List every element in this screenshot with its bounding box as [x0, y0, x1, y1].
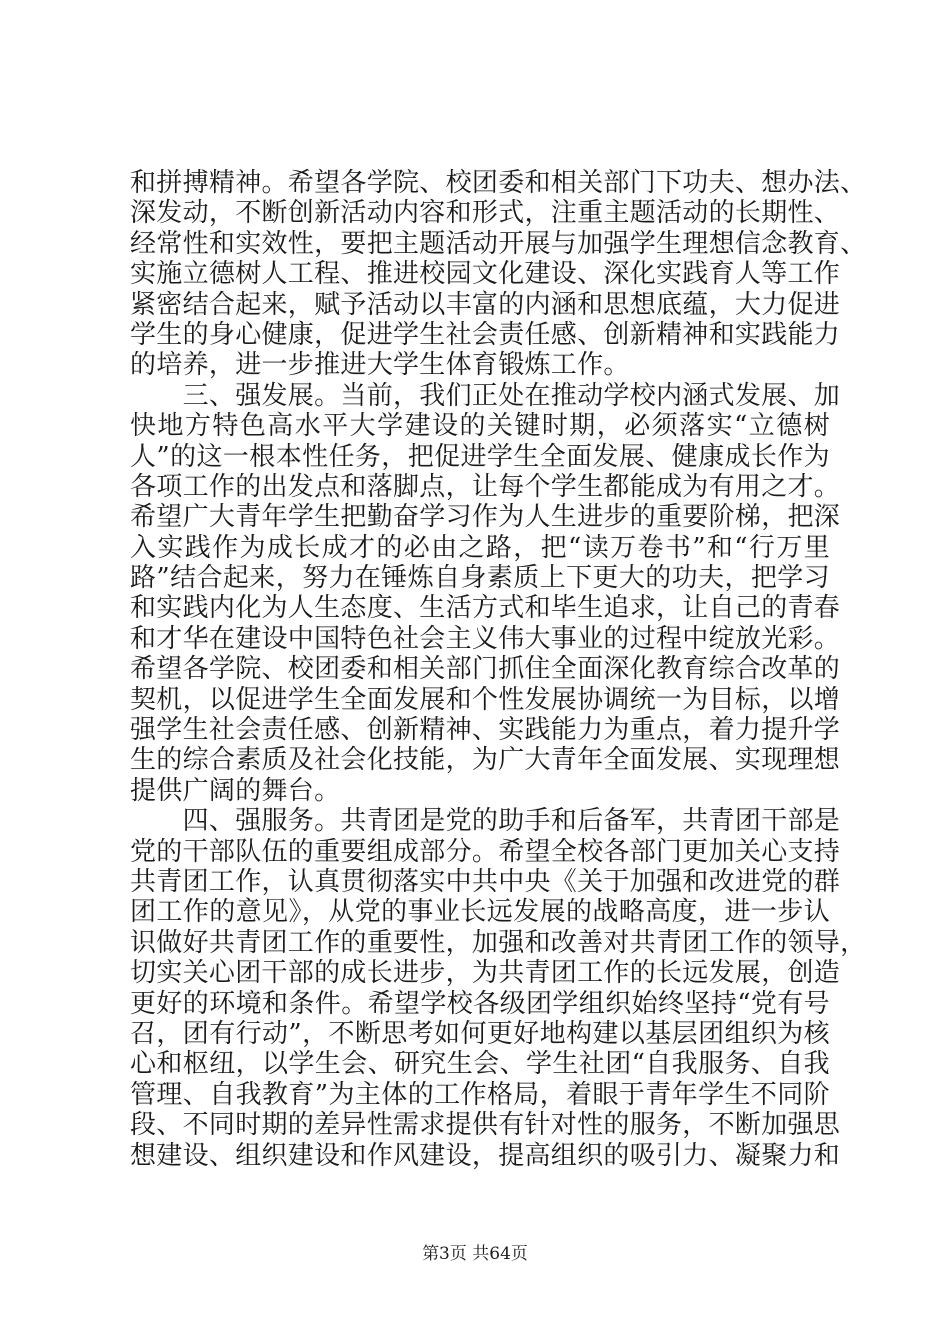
text-line: 提供广阔的舞台。: [130, 775, 341, 806]
text-line: 团工作的意见》，从党的事业长远发展的战略高度，进一步认: [130, 897, 830, 928]
text-line: 希望各学院、校团委和相关部门抓住全面深化教育综合改革的: [130, 654, 841, 685]
text-line: 的培养，进一步推进大学生体育锻炼工作。: [130, 350, 630, 381]
text-line: 和实践内化为人生态度、生活方式和毕生追求，让自己的青春: [130, 593, 841, 624]
text-line: 快地方特色高水平大学建设的关键时期，必须落实“立德树: [130, 411, 830, 442]
text-line: 实施立德树人工程、推进校园文化建设、深化实践育人等工作: [130, 259, 841, 290]
text-line: 段、不同时期的差异性需求提供有针对性的服务，不断加强思: [130, 1110, 841, 1141]
text-line: 入实践作为成长成才的必由之路，把“读万卷书”和“行万里: [130, 532, 830, 563]
text-line: 和拼搏精神。希望各学院、校团委和相关部门下功夫、想办法、: [130, 168, 867, 198]
text-line: 党的干部队伍的重要组成部分。希望全校各部门更加关心支持: [130, 836, 841, 867]
text-line: 和才华在建设中国特色社会主义伟大事业的过程中绽放光彩。: [130, 623, 841, 654]
text-line: 生的综合素质及社会化技能，为广大青年全面发展、实现理想: [130, 745, 841, 776]
text-line: 深发动，不断创新活动内容和形式，注重主题活动的长期性、: [130, 198, 841, 229]
body-text: [130, 168, 867, 1171]
text-line: 经常性和实效性，要把主题活动开展与加强学生理想信念教育、: [130, 228, 867, 259]
text-line: 召，团有行动”，不断思考如何更好地构建以基层团组织为核: [130, 1018, 830, 1049]
text-line: 管理、自我教育”为主体的工作格局，着眼于青年学生不同阶: [130, 1079, 830, 1110]
text-line: 学生的身心健康，促进学生社会责任感、创新精神和实践能力: [130, 319, 841, 350]
text-line: 识做好共青团工作的重要性，加强和改善对共青团工作的领导，: [130, 927, 867, 958]
text-line: 契机，以促进学生全面发展和个性发展协调统一为目标，以增: [130, 684, 841, 715]
text-line: 希望广大青年学生把勤奋学习作为人生进步的重要阶梯，把深: [130, 502, 841, 533]
text-line: 想建设、组织建设和作风建设，提高组织的吸引力、凝聚力和: [130, 1140, 841, 1171]
text-line: 各项工作的出发点和落脚点，让每个学生都能成为有用之才。: [130, 471, 841, 502]
text-line: 共青团工作，认真贯彻落实中共中央《关于加强和改进党的群: [130, 866, 841, 897]
text-line: 强学生社会责任感、创新精神、实践能力为重点，着力提升学: [130, 715, 841, 746]
text-line: 更好的环境和条件。希望学校各级团学组织始终坚持“党有号: [130, 988, 830, 1019]
text-line: 三、强发展。当前，我们正处在推动学校内涵式发展、加: [130, 380, 841, 411]
text-line: 紧密结合起来，赋予活动以丰富的内涵和思想底蕴，大力促进: [130, 289, 841, 320]
text-line: 人”的这一根本性任务，把促进学生全面发展、健康成长作为: [130, 441, 830, 472]
text-line: 路”结合起来，努力在锤炼自身素质上下更大的功夫，把学习: [130, 563, 830, 594]
text-line: 四、强服务。共青团是党的助手和后备军，共青团干部是: [130, 806, 841, 837]
page-footer: 第3页 共64页: [422, 1244, 528, 1264]
text-line: 切实关心团干部的成长进步，为共青团工作的长远发展，创造: [130, 958, 841, 989]
text-line: 心和枢纽，以学生会、研究生会、学生社团“自我服务、自我: [130, 1049, 830, 1080]
